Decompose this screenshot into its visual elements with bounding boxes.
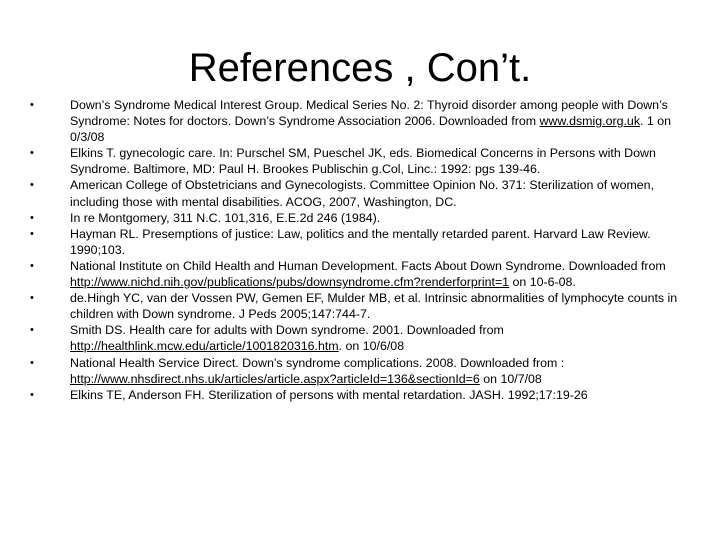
reference-item [30, 355, 700, 387]
reference-item [30, 387, 700, 403]
bullet-icon: • [30, 211, 34, 224]
reference-link[interactable]: http://www.nichd.nih.gov/publications/pubs/downsyndrome.cfm?renderforprint=1 [70, 275, 510, 290]
bullet-icon: • [30, 227, 34, 240]
slide-title: References , Con’t. [188, 46, 532, 90]
reference-tail: . 1 on 0/3/08 [70, 114, 672, 145]
reference-item [30, 210, 700, 226]
bullet-icon: • [30, 147, 34, 160]
reference-item [30, 290, 700, 322]
bullet-icon: • [30, 179, 34, 192]
reference-text: National Institute on Child Health and Human Development. Facts About Down Syndrome. Downloaded from [70, 258, 666, 273]
reference-item [30, 97, 700, 145]
reference-link[interactable]: http://healthlink.mcw.edu/article/1001820316.htm [70, 339, 339, 354]
reference-tail: on 10-6-08. [509, 275, 576, 290]
reference-item [30, 322, 700, 354]
bullet-icon: • [30, 99, 34, 111]
reference-tail: . on 10/6/08 [338, 339, 405, 354]
bullet-icon: • [30, 259, 34, 272]
reference-link[interactable]: www.dsmig.org.uk [539, 114, 641, 129]
bullet-icon: • [30, 324, 34, 337]
reference-text: Hayman RL. Presemptions of justice: Law, politics and the mentally retarded parent. Harvard Law Review. 1990;103. [70, 226, 651, 257]
reference-text: de.Hingh YC, van der Vossen PW, Gemen EF, Mulder MB, et al. Intrinsic abnormalities of lymphocyte counts in children with Down syndrome. J Peds 2005;147:744-7. [70, 291, 678, 322]
reference-tail: on 10/7/08 [479, 371, 542, 386]
reference-item [30, 145, 700, 177]
reference-text: Elkins TE, Anderson FH. Sterilization of persons with mental retardation. JASH. 1992;17:19-26 [70, 387, 588, 402]
reference-text: American College of Obstetricians and Gynecologists. Committee Opinion No. 371: Sterilization of women, including those with mental disabilities. ACOG, 2007, Washington, DC. [70, 178, 655, 209]
bullet-icon: • [30, 356, 34, 369]
reference-link[interactable]: http://www.nhsdirect.nhs.uk/articles/article.aspx?articleId=136&sectionId=6 [70, 371, 480, 386]
reference-text: National Health Service Direct. Down’s syndrome complications. 2008. Downloaded from : [70, 355, 565, 370]
bullet-icon: • [30, 292, 34, 305]
reference-text: Smith DS. Health care for adults with Down syndrome. 2001. Downloaded from [70, 323, 504, 338]
reference-text: Elkins T. gynecologic care. In: Purschel SM, Pueschel JK, eds. Biomedical Concerns in Persons with Down Syndrome. Baltimore, MD: Paul H. Brookes Publischin g.Col, Linc.: 1992: pgs 139-46. [70, 146, 656, 177]
reference-item [30, 226, 700, 258]
reference-list [30, 97, 700, 403]
reference-text: In re Montgomery, 311 N.C. 101,316, E.E.2d 246 (1984). [70, 210, 381, 225]
reference-text: Down’s Syndrome Medical Interest Group. Medical Series No. 2: Thyroid disorder among people with Down’s Syndrome: Notes for doctors. Down’s Syndrome Association 2006. Downloaded from [70, 98, 668, 129]
reference-item [30, 258, 700, 290]
reference-item [30, 177, 700, 209]
bullet-icon: • [30, 388, 34, 401]
